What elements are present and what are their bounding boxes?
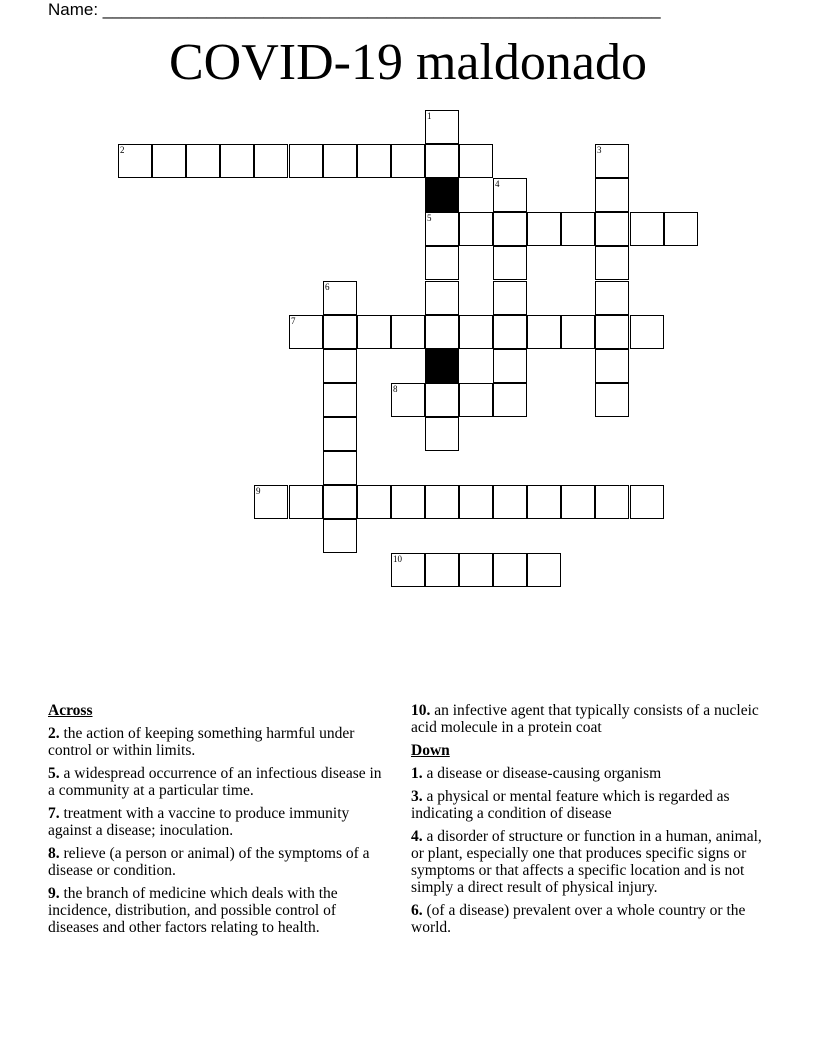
answer-cell[interactable] (595, 485, 629, 519)
answer-cell[interactable] (493, 315, 527, 349)
answer-cell[interactable] (630, 485, 664, 519)
clue-text: the action of keeping something harmful under control or within limits. (48, 725, 355, 759)
answer-cell[interactable] (561, 212, 595, 246)
black-cell (425, 178, 459, 212)
answer-cell[interactable] (493, 212, 527, 246)
answer-cell[interactable] (595, 281, 629, 315)
answer-cell[interactable] (595, 178, 629, 212)
answer-cell[interactable] (459, 212, 493, 246)
answer-cell[interactable] (595, 349, 629, 383)
clue-text: a widespread occurrence of an infectious disease in a community at a particular time. (48, 765, 382, 799)
clue-number: 1. (411, 765, 423, 782)
clue-number: 4. (411, 828, 423, 845)
clues-left-column (48, 702, 383, 942)
answer-cell[interactable] (323, 485, 357, 519)
answer-cell[interactable] (493, 485, 527, 519)
answer-cell[interactable] (459, 144, 493, 178)
cell-number: 8 (393, 384, 398, 394)
answer-cell[interactable] (459, 485, 493, 519)
answer-cell[interactable] (493, 349, 527, 383)
cell-number: 7 (291, 316, 296, 326)
clue-text: (of a disease) prevalent over a whole country or the world. (411, 902, 746, 936)
black-cell (425, 349, 459, 383)
answer-cell[interactable] (323, 281, 357, 315)
clue-number: 2. (48, 725, 60, 742)
cell-number: 2 (120, 145, 125, 155)
answer-cell[interactable] (459, 553, 493, 587)
cell-number: 6 (325, 282, 330, 292)
answer-cell[interactable] (493, 281, 527, 315)
answer-cell[interactable] (425, 383, 459, 417)
answer-cell[interactable] (595, 212, 629, 246)
clue-number: 7. (48, 805, 60, 822)
answer-cell[interactable] (425, 315, 459, 349)
answer-cell[interactable] (425, 246, 459, 280)
answer-cell[interactable] (561, 485, 595, 519)
answer-cell[interactable] (323, 417, 357, 451)
answer-cell[interactable] (527, 485, 561, 519)
answer-cell[interactable] (595, 315, 629, 349)
clue-number: 9. (48, 885, 60, 902)
answer-cell[interactable] (323, 519, 357, 553)
clue-text: a disease or disease-causing organism (426, 765, 662, 782)
answer-cell[interactable] (493, 246, 527, 280)
answer-cell[interactable] (391, 315, 425, 349)
answer-cell[interactable] (561, 315, 595, 349)
cell-number: 3 (597, 145, 602, 155)
answer-cell[interactable] (459, 315, 493, 349)
clue-text: the branch of medicine which deals with the incidence, distribution, and possible control of diseases and other factors relating to health. (48, 885, 338, 936)
answer-cell[interactable] (323, 451, 357, 485)
answer-cell[interactable] (664, 212, 698, 246)
clue-text: a physical or mental feature which is regarded as indicating a condition of disease (411, 788, 730, 822)
clue-across-9 (48, 885, 383, 936)
answer-cell[interactable] (323, 383, 357, 417)
answer-cell[interactable] (391, 553, 425, 587)
clue-down-6 (411, 902, 776, 936)
answer-cell[interactable] (289, 485, 323, 519)
answer-cell[interactable] (152, 144, 186, 178)
answer-cell[interactable] (357, 144, 391, 178)
clue-down-4 (411, 828, 776, 896)
puzzle-title: COVID-19 maldonado (168, 34, 648, 91)
clue-number: 8. (48, 845, 60, 862)
answer-cell[interactable] (630, 212, 664, 246)
clue-number: 6. (411, 902, 423, 919)
cell-number: 10 (393, 554, 402, 564)
answer-cell[interactable] (493, 178, 527, 212)
clue-down-3 (411, 788, 776, 822)
answer-cell[interactable] (254, 144, 288, 178)
answer-cell[interactable] (186, 144, 220, 178)
cell-number: 5 (427, 213, 432, 223)
clue-across-7 (48, 805, 383, 839)
answer-cell[interactable] (425, 485, 459, 519)
answer-cell[interactable] (425, 144, 459, 178)
clue-across-2 (48, 725, 383, 759)
answer-cell[interactable] (220, 144, 254, 178)
answer-cell[interactable] (323, 349, 357, 383)
answer-cell[interactable] (254, 485, 288, 519)
answer-cell[interactable] (391, 485, 425, 519)
clue-text: relieve (a person or animal) of the symptoms of a disease or condition. (48, 845, 370, 879)
name-field-label: Name: ___________________________________________________________ (48, 0, 661, 19)
answer-cell[interactable] (391, 144, 425, 178)
across-heading: Across (48, 702, 93, 719)
clue-number: 3. (411, 788, 423, 805)
clue-number: 5. (48, 765, 60, 782)
clues-right-column (411, 702, 776, 942)
cell-number: 4 (495, 179, 500, 189)
clue-text: a disorder of structure or function in a human, animal, or plant, especially one that produces specific signs or symptoms or that affects a specific location and is not simply a direct result of physical injury. (411, 828, 762, 896)
answer-cell[interactable] (595, 383, 629, 417)
cell-number: 9 (256, 486, 261, 496)
answer-cell[interactable] (630, 315, 664, 349)
down-heading: Down (411, 742, 450, 759)
answer-cell[interactable] (459, 383, 493, 417)
clue-across-5 (48, 765, 383, 799)
answer-cell[interactable] (595, 144, 629, 178)
clue-down-1 (411, 765, 776, 782)
answer-cell[interactable] (357, 485, 391, 519)
answer-cell[interactable] (527, 212, 561, 246)
answer-cell[interactable] (425, 212, 459, 246)
answer-cell[interactable] (118, 144, 152, 178)
clue-across-8 (48, 845, 383, 879)
answer-cell[interactable] (323, 315, 357, 349)
answer-cell[interactable] (493, 553, 527, 587)
clue-across-10 (411, 702, 776, 736)
answer-cell[interactable] (425, 110, 459, 144)
answer-cell[interactable] (493, 383, 527, 417)
cell-number: 1 (427, 111, 432, 121)
clue-text: an infective agent that typically consists of a nucleic acid molecule in a protein coat (411, 702, 759, 736)
clue-number: 10. (411, 702, 431, 719)
answer-cell[interactable] (595, 246, 629, 280)
answer-cell[interactable] (527, 553, 561, 587)
answer-cell[interactable] (425, 417, 459, 451)
answer-cell[interactable] (527, 315, 561, 349)
clue-text: treatment with a vaccine to produce immunity against a disease; inoculation. (48, 805, 350, 839)
answer-cell[interactable] (323, 144, 357, 178)
answer-cell[interactable] (391, 383, 425, 417)
answer-cell[interactable] (425, 281, 459, 315)
answer-cell[interactable] (289, 315, 323, 349)
answer-cell[interactable] (357, 315, 391, 349)
answer-cell[interactable] (289, 144, 323, 178)
answer-cell[interactable] (425, 553, 459, 587)
